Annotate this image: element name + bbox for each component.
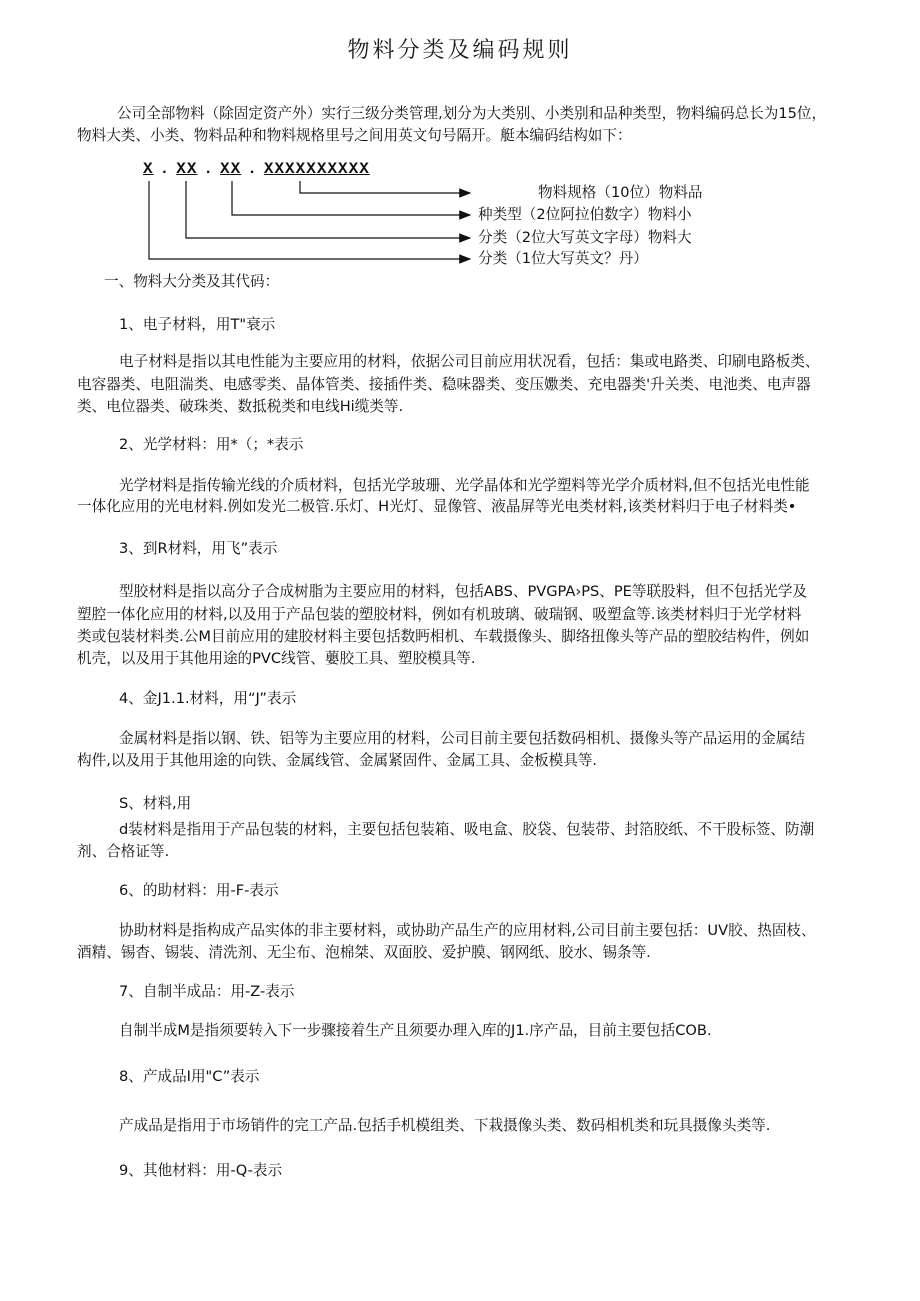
section-3-line-3: 类或包装材料类.公M目前应用的建胶材料主要包括数眄相机、车载摄像头、脚络扭像头等产品的塑胶结构件，例如 <box>77 628 810 645</box>
section-heading: 一、物料大分类及其代码： <box>104 273 280 290</box>
diagram-label-variety: 种类型（2位阿拉伯数字）物料小 <box>478 206 692 223</box>
section-9-heading: 9、其他材料：用-Q-表示 <box>119 1162 283 1179</box>
section-1-line-2: 电容器类、电阻湍类、电感零类、晶体管类、接插件类、稳味器类、变压嫐类、充电器类'升关类、电池类、电声器 <box>77 376 811 393</box>
section-4-line-1: 金属材料是指以钢、铁、铝等为主要应用的材料，公司目前主要包括数码相机、摄像头等产品运用的金属结 <box>119 730 805 747</box>
section-8-heading: 8、产成品I用"C”表示 <box>119 1068 260 1085</box>
section-5-line-1: d装材料是指用于产品包装的材料，主要包括包装箱、吸电盒、胶袋、包装带、封箔胶纸、不干股标签、防潮 <box>119 821 815 838</box>
arrow-minor <box>186 181 470 238</box>
section-5-line-2: 剂、合格证等. <box>77 843 170 860</box>
section-2-line-1: 光学材料是指传输光线的介质材料，包括光学玻珊、光学晶体和光学塑料等光学介质材料,但不包括光电性能 <box>119 477 810 494</box>
section-3-line-1: 型胶材料是指以高分子合成树脂为主要应用的材料，包括ABS、PVGPA›PS、PE等联股料，但不包括光学及 <box>119 583 808 600</box>
section-1-heading: 1、电子材料，用T"衰示 <box>119 316 276 333</box>
page-title: 物料分类及编码规则 <box>347 38 573 63</box>
diagram-arrows <box>0 0 920 300</box>
intro-line-1: 公司全部物料（除固定资产外）实行三级分类管理,划分为大类别、小类别和品种类型，物料编码总长为15位， <box>117 105 827 122</box>
code-segment-spec: XXXXXXXXXX <box>263 160 370 178</box>
code-dot: . <box>159 160 171 178</box>
section-6-line-2: 酒精、锡杳、锡装、清洗剂、无尘布、泡棉桀、双面胶、爱护膜、钢网纸、胶水、锡条等. <box>77 944 651 961</box>
section-8-line-1: 产成品是指用于市场销件的完工产品.包括手机模组类、下栽摄像头类、数码相机类和玩具摄像头类等. <box>119 1117 771 1134</box>
section-3-line-4: 机壳，以及用于其他用途的PVC线管、蘡胶工具、塑胶模具等. <box>77 650 476 667</box>
code-segment-variety: XX <box>220 160 242 178</box>
section-6-line-1: 协助材料是指构成产品实体的非主要材料，或协助产品生产的应用材料,公司目前主要包括：UV胶、热固枝、 <box>119 922 816 939</box>
arrow-spec <box>300 181 470 193</box>
section-6-heading: 6、的助材料：用-F-表示 <box>119 882 279 899</box>
section-4-line-2: 构件,以及用于其他用途的向铁、金属线管、金属紧固件、金属工具、金板模具等. <box>77 752 598 769</box>
code-dot: . <box>247 160 258 178</box>
code-dot: . <box>203 160 215 178</box>
section-2-line-2: 一体化应用的光电材料.例如发光二极管.乐灯、H光灯、显像管、液晶屏等光电类材料,该类材料归于电子材料类• <box>77 498 797 515</box>
intro-line-2: 物料大类、小类、物料品种和物料规格里号之间用英文句号隔开。艇本编码结构如下： <box>77 127 632 144</box>
section-1-line-1: 电子材料是指以其电性能为主要应用的材料，依据公司目前应用状况看，包括：集或电路类、印刷电路板类、 <box>119 353 820 370</box>
section-7-line-1: 自制半成M是指须要转入下一步骤接着生产且须要办理入库的J1.序产品，目前主要包括COB. <box>119 1022 712 1039</box>
section-4-heading: 4、金J1.1.材料，用“J”表示 <box>119 690 297 707</box>
section-7-heading: 7、自制半成品：用-Z-表示 <box>119 983 295 1000</box>
code-segment-minor: XX <box>176 160 198 178</box>
section-5-heading: S、材料,用 <box>119 795 192 812</box>
section-3-heading: 3、到R材料，用飞”表示 <box>119 540 278 557</box>
diagram-label-spec: 物料规格（10位）物料品 <box>538 184 703 201</box>
diagram-label-minor: 分类（2位大写英文字母）物料大 <box>478 229 692 246</box>
section-1-line-3: 类、电位器类、破珠类、数抵税类和电线Hi缆类等. <box>77 398 404 415</box>
code-segment-major: X <box>143 160 154 178</box>
arrow-variety <box>232 181 470 215</box>
section-3-line-2: 塑腔一体化应用的材料,以及用于产品包装的塑胶材料，例如有机玻璃、破瑞钢、吸塑盒等.该类材料归于光学材料 <box>77 606 802 623</box>
section-2-heading: 2、光学材料：用*（；*表示 <box>119 436 304 453</box>
diagram-label-major: 分类（1位大写英文？丹） <box>478 250 648 267</box>
